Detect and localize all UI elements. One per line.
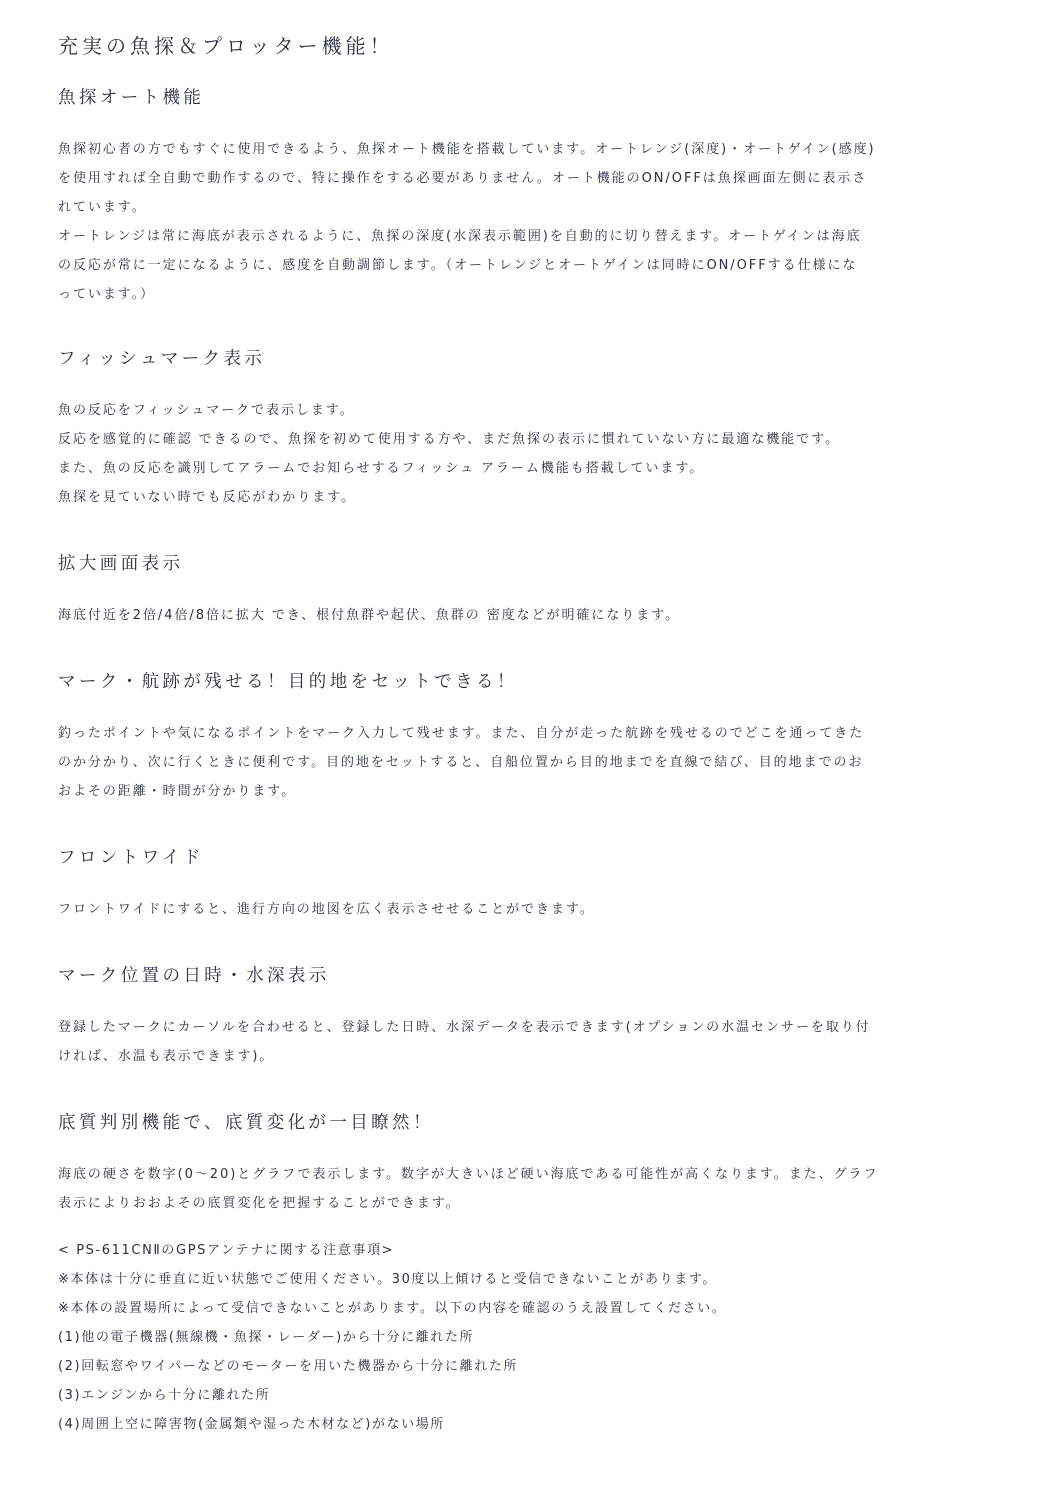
section-body bbox=[58, 1013, 1008, 1071]
body-line: 登録したマークにカーソルを合わせると、登録した日時、水深データを表示できます(オプションの水温センサーを取り付 bbox=[58, 1020, 871, 1035]
note-line: (2)回転窓やワイパーなどのモーターを用いた機器から十分に離れた所 bbox=[58, 1359, 519, 1374]
body-line: を使用すれば全自動で動作するので、特に操作をする必要がありません。オート機能のON/OFFは魚探画面左側に表示さ bbox=[58, 171, 868, 186]
section-heading: 底質判別機能で、底質変化が一目瞭然！ bbox=[58, 1113, 434, 1133]
page-title: 充実の魚探＆プロッター機能！ bbox=[58, 34, 394, 58]
section-body bbox=[58, 601, 1008, 630]
body-line: およその距離・時間が分かります。 bbox=[58, 784, 297, 799]
body-line: 魚探初心者の方でもすぐに使用できるよう、魚探オート機能を搭載しています。オートレンジ(深度)・オートゲイン(感度) bbox=[58, 142, 876, 157]
section-heading: 拡大画面表示 bbox=[58, 554, 184, 574]
body-line: 海底付近を2倍/4倍/8倍に拡大 でき、根付魚群や起伏、魚群の 密度などが明確になります。 bbox=[58, 608, 681, 623]
note-line: ※本体の設置場所によって受信できないことがあります。以下の内容を確認のうえ設置してください。 bbox=[58, 1301, 727, 1316]
body-line: 反応を感覚的に確認 できるので、魚探を初めて使用する方や、まだ魚探の表示に慣れていない方に最適な機能です。 bbox=[58, 432, 840, 447]
body-line: 魚探を見ていない時でも反応がわかります。 bbox=[58, 490, 356, 505]
body-line: っています。） bbox=[58, 287, 156, 302]
body-line: フロントワイドにすると、進行方向の地図を広く表示させせることができます。 bbox=[58, 902, 595, 917]
note-line: (1)他の電子機器(無線機・魚探・レーダー)から十分に離れた所 bbox=[58, 1330, 475, 1345]
body-line: 釣ったポイントや気になるポイントをマーク入力して残せます。また、自分が走った航跡を残せるのでどこを通ってきた bbox=[58, 726, 865, 741]
body-line: オートレンジは常に海底が表示されるように、魚探の深度(水深表示範囲)を自動的に切り替えます。オートゲインは海底 bbox=[58, 229, 862, 244]
note-line: < PS-611CNⅡのGPSアンテナに関する注意事項> bbox=[58, 1243, 395, 1258]
note-line: (4)周囲上空に障害物(金属類や湿った木材など)がない場所 bbox=[58, 1417, 445, 1432]
body-line: 表示によりおおよその底質変化を把握することができます。 bbox=[58, 1196, 461, 1211]
note-line: ※本体は十分に垂直に近い状態でご使用ください。30度以上傾けると受信できないことがあります。 bbox=[58, 1272, 717, 1287]
section-auto-sonar bbox=[58, 86, 1008, 309]
section-body bbox=[58, 1160, 1008, 1218]
section-body bbox=[58, 895, 1008, 924]
body-line: ければ、水温も表示できます)。 bbox=[58, 1049, 275, 1064]
section-heading: マーク位置の日時・水深表示 bbox=[58, 966, 330, 986]
section-body bbox=[58, 719, 1008, 806]
body-line: れています。 bbox=[58, 200, 147, 215]
section-heading: フロントワイド bbox=[58, 848, 204, 868]
section-heading: マーク・航跡が残せる！目的地をセットできる！ bbox=[58, 672, 518, 692]
section-zoom-display bbox=[58, 552, 1008, 630]
section-mark-track bbox=[58, 670, 1008, 806]
section-mark-datetime-depth bbox=[58, 964, 1008, 1071]
body-line: のか分かり、次に行くときに便利です。目的地をセットすると、自船位置から目的地までを直線で結び、目的地までのお bbox=[58, 755, 864, 770]
note-line: (3)エンジンから十分に離れた所 bbox=[58, 1388, 271, 1403]
gps-antenna-notes bbox=[58, 1236, 1008, 1439]
body-line: 魚の反応をフィッシュマークで表示します。 bbox=[58, 403, 355, 418]
body-line: 海底の硬さを数字(0～20)とグラフで表示します。数字が大きいほど硬い海底である可能性が高くなります。また、グラフ bbox=[58, 1167, 879, 1182]
section-body bbox=[58, 396, 1008, 512]
body-line: の反応が常に一定になるように、感度を自動調節します。（オートレンジとオートゲインは同時にON/OFFする仕様にな bbox=[58, 258, 858, 273]
body-line: また、魚の反応を識別してアラームでお知らせするフィッシュ アラーム機能も搭載しています。 bbox=[58, 461, 705, 476]
section-front-wide bbox=[58, 846, 1008, 924]
section-fish-mark bbox=[58, 347, 1008, 512]
section-bottom-discrimination bbox=[58, 1111, 1008, 1218]
section-body bbox=[58, 135, 1008, 309]
section-heading: フィッシュマーク表示 bbox=[58, 349, 266, 369]
section-heading: 魚探オート機能 bbox=[58, 88, 205, 108]
